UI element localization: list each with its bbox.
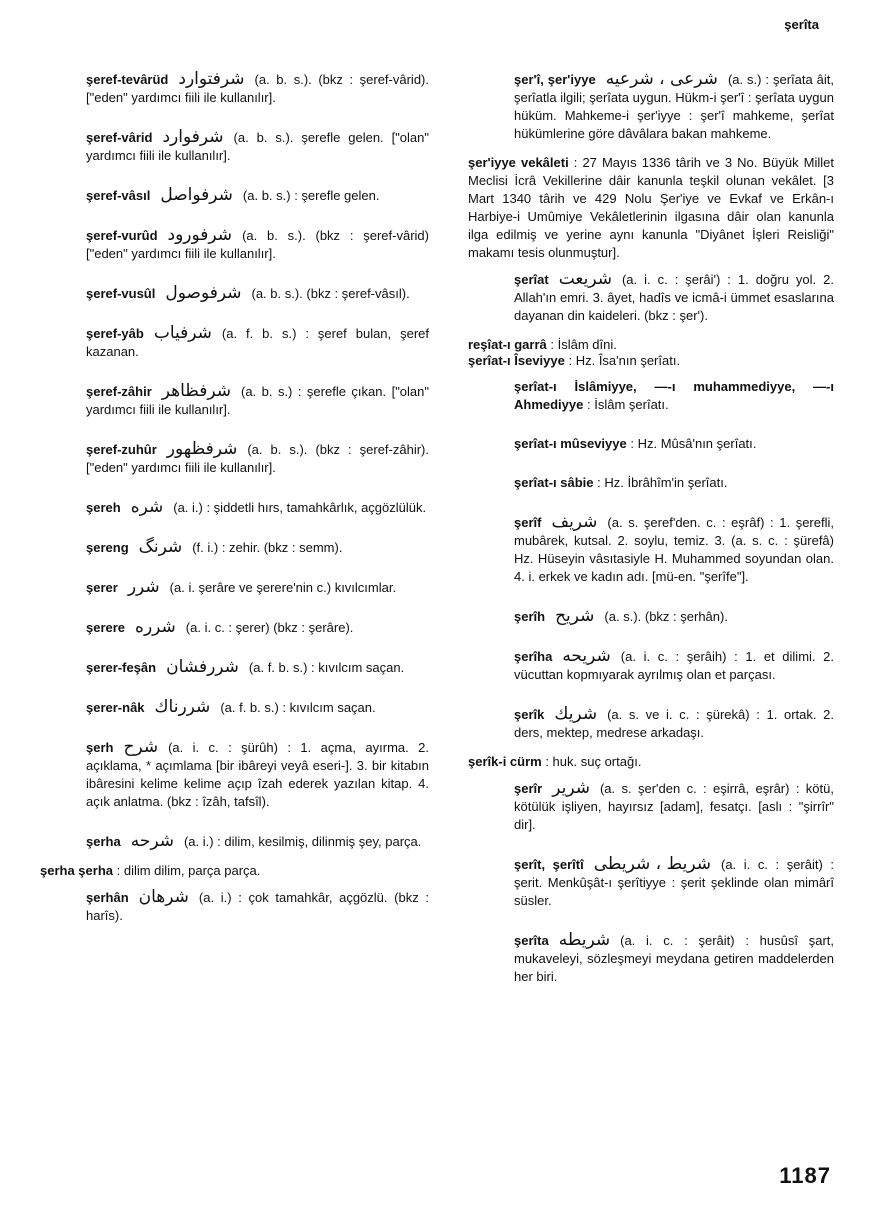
- arabic-script: شريعت: [558, 269, 612, 289]
- dictionary-entry: [24, 832, 429, 851]
- definition: (f. i.) : zehir. (bkz : semm).: [192, 540, 343, 555]
- definition: (a. i. c. : şürûh) : 1. açma, ayırma. 2. açıklama, * açımlama [bir ibâreyi veyâ eseri-]. 3. bir kitabın ibâresini kelime kelime açıp îzah ederek yazılan kitap. 4. açık anlatma. (bkz : îzâh, tafsîl).: [86, 740, 429, 809]
- dictionary-entry: [24, 658, 429, 677]
- dictionary-entry: [24, 498, 429, 517]
- headword: reşîat-ı garrâ: [468, 337, 547, 352]
- headword: şerîha: [514, 649, 553, 664]
- headword: şerîta: [514, 933, 549, 948]
- headword: şer'î, şer'iyye: [514, 72, 596, 87]
- arabic-script: شرنگ: [138, 537, 183, 557]
- headword: şereh: [86, 500, 121, 515]
- dictionary-entry: [452, 378, 834, 414]
- dictionary-entry: [24, 698, 429, 717]
- dictionary-entry: [452, 931, 834, 986]
- definition: (a. b. s.). (bkz : şeref-vârid). ["eden" yardımcı fiili ile kullanılır].: [86, 72, 429, 105]
- definition: : Hz. Îsa'nın şerîatı.: [568, 353, 681, 368]
- arabic-script: شررفشان: [166, 657, 239, 677]
- headword: şeref-vârid: [86, 130, 153, 145]
- dictionary-entry: [24, 888, 429, 925]
- definition: (a. i.) : dilim, kesilmiş, dilinmiş şey, parça.: [183, 834, 422, 849]
- dictionary-entry: [452, 70, 834, 143]
- definition: (a. b. s.). (bkz : şeref-vâsıl).: [251, 286, 410, 301]
- arabic-script: شرفياب: [153, 323, 212, 343]
- definition: (a. s. ve i. c. : şürekâ) : 1. ortak. 2. ders, mektep, medrese arkadaşı.: [514, 707, 834, 740]
- arabic-script: شرعى ، شرعيه: [605, 69, 718, 89]
- subentry: [452, 753, 834, 771]
- definition: (a. s.). (bkz : şerhân).: [604, 609, 728, 624]
- dictionary-entry: [452, 513, 834, 586]
- headword: şerha: [86, 834, 121, 849]
- dictionary-entry: [24, 382, 429, 419]
- headword: şerîat-ı mûseviyye: [514, 436, 627, 451]
- arabic-script: شرفظاهر: [161, 381, 231, 401]
- arabic-script: شره: [130, 497, 164, 517]
- arabic-script: شريك: [554, 704, 598, 724]
- dictionary-entry: [452, 474, 834, 492]
- definition: : Hz. Mûsâ'nın şerîatı.: [630, 436, 757, 451]
- headword: şerîr: [514, 781, 543, 796]
- arabic-script: شرفتوارد: [178, 69, 245, 89]
- dictionary-entry: [24, 70, 429, 107]
- headword: şerer-feşân: [86, 660, 157, 675]
- arabic-script: شرره: [135, 617, 176, 637]
- arabic-script: شرحه: [130, 831, 174, 851]
- subentry: [452, 154, 834, 262]
- running-head: şerîta: [784, 17, 819, 32]
- arabic-script: شررناك: [154, 697, 211, 717]
- definition: (a. s.) : şerîata âit, şerîatla ilgili; şerîata uygun. Hükm-i şer'î : şerîata uygun hüküm. Mahkeme-i şer'iyye : şer'î mahkeme, şerîat hükümlerine göre dâvâlara bakan mahkeme.: [514, 72, 834, 141]
- subentry: [452, 352, 834, 370]
- arabic-script: شرفوارد: [162, 127, 224, 147]
- headword: şer'iyye vekâleti: [468, 155, 569, 170]
- dictionary-entry: [452, 647, 834, 684]
- headword: şerîh: [514, 609, 546, 624]
- headword: şeref-vâsıl: [86, 188, 151, 203]
- headword: şerhân: [86, 890, 129, 905]
- arabic-script: شرفواصل: [160, 185, 233, 205]
- dictionary-entry: [24, 618, 429, 637]
- arabic-script: شرفظهور: [166, 439, 238, 459]
- headword: şerîf: [514, 515, 542, 530]
- dictionary-entry: [452, 607, 834, 626]
- definition: (a. b. s.). (bkz : şeref-zâhir). ["eden" yardımcı fiili ile kullanılır].: [86, 442, 429, 475]
- arabic-script: شرفورود: [167, 225, 233, 245]
- definition: (a. f. b. s.) : şeref bulan, şeref kazanan.: [86, 326, 429, 359]
- subentry: [24, 862, 429, 880]
- headword: şerîat-ı sâbie: [514, 475, 594, 490]
- dictionary-entry: [24, 440, 429, 477]
- definition: : İslâm şerîatı.: [587, 397, 669, 412]
- headword: şereng: [86, 540, 129, 555]
- definition: (a. b. s.). (bkz : şeref-vârid) ["eden" yardımcı fiili ile kullanılır].: [86, 228, 429, 261]
- dictionary-entry: [24, 128, 429, 165]
- arabic-script: شريح: [555, 606, 595, 626]
- definition: : İslâm dîni.: [550, 337, 617, 352]
- dictionary-entry: [452, 705, 834, 742]
- definition: : Hz. İbrâhîm'in şerîatı.: [597, 475, 728, 490]
- arabic-script: شرفوصول: [165, 283, 242, 303]
- definition: (a. s. şeref'den. c. : eşrâf) : 1. şerefli, mubârek, kutsal. 2. soylu, temiz. 3. (a. s. c. : şürefâ) Hz. Hüseyin vâsıtasiyle H. Muhammed soyundan olan. 4. i. erkek ve kadın adı. [mü-en. "şerîfe"].: [514, 515, 834, 584]
- page-number: 1187: [779, 1163, 831, 1188]
- arabic-script: شريط ، شريطى: [593, 854, 711, 874]
- headword: şerît, şerîtî: [514, 857, 584, 872]
- dictionary-entry: [452, 270, 834, 325]
- definition: : huk. suç ortağı.: [545, 754, 642, 769]
- definition: (a. i.) : çok tamahkâr, açgözlü. (bkz : harîs).: [86, 890, 429, 923]
- headword: şerer-nâk: [86, 700, 145, 715]
- headword: şeref-tevârüd: [86, 72, 169, 87]
- dictionary-entry: [24, 578, 429, 597]
- dictionary-entry: [24, 738, 429, 811]
- dictionary-entry: [24, 186, 429, 205]
- definition: : dilim dilim, parça parça.: [116, 863, 261, 878]
- arabic-script: شريطه: [558, 930, 611, 950]
- definition: (a. f. b. s.) : kıvılcım saçan.: [248, 660, 405, 675]
- definition: (a. b. s.). şerefle gelen. ["olan" yardımcı fiili ile kullanılır].: [86, 130, 429, 163]
- headword: şeref-zuhûr: [86, 442, 157, 457]
- arabic-script: شرير: [552, 778, 590, 798]
- definition: (a. i. c. : şerâi') : 1. doğru yol. 2. Allah'ın emri. 3. âyet, hadîs ve icmâ-i ümmet esaslarına dayanan din kaideleri. (bkz : şer').: [514, 272, 834, 323]
- headword: şerîat: [514, 272, 549, 287]
- definition: (a. i. c. : şerâih) : 1. et dilimi. 2. vücuttan kopmıyarak ayrılmış olan et parçası.: [514, 649, 834, 682]
- headword: şerîk-i cürm: [468, 754, 542, 769]
- dictionary-entry: [452, 779, 834, 834]
- dictionary-entry: [24, 226, 429, 263]
- headword: şeref-vusûl: [86, 286, 156, 301]
- headword: şerer: [86, 580, 118, 595]
- arabic-script: شريحه: [562, 646, 611, 666]
- arabic-script: شريف: [551, 512, 598, 532]
- dictionary-entry: [24, 284, 429, 303]
- definition: (a. i. c. : şerer) (bkz : şerâre).: [185, 620, 354, 635]
- dictionary-entry: [24, 538, 429, 557]
- dictionary-entry: [24, 324, 429, 361]
- headword: şeref-yâb: [86, 326, 144, 341]
- left-column: [24, 70, 429, 946]
- definition: (a. i.) : şiddetli hırs, tamahkârlık, açgözlülük.: [173, 500, 427, 515]
- definition: (a. f. b. s.) : kıvılcım saçan.: [220, 700, 376, 715]
- headword: şerha şerha: [40, 863, 113, 878]
- headword: şerîat-ı Îseviyye: [468, 353, 565, 368]
- dictionary-entry: [452, 855, 834, 910]
- definition: (a. s. şer'den c. : eşirrâ, eşrâr) : kötü, kötülük işliyen, hayırsız [adam], fesatçı. [aslı : "şirrîr" dir].: [514, 781, 834, 832]
- right-column: [452, 70, 834, 1007]
- headword: şerh: [86, 740, 114, 755]
- arabic-script: شرهان: [138, 887, 189, 907]
- headword: şerere: [86, 620, 126, 635]
- definition: (a. i. c. : şerâit) : husûsî şart, mukaveleyi, sözleşmeyi meydana getiren maddelerden her biri.: [514, 933, 834, 984]
- definition: (a. i. c. : şerâit) : şerit. Menkûşât-ı şerîtiyye : şerit şeklinde olan mimârî süsler.: [514, 857, 835, 908]
- definition: (a. b. s.) : şerefle gelen.: [242, 188, 380, 203]
- headword: şeref-zâhir: [86, 384, 152, 399]
- dictionary-entry: [452, 435, 834, 453]
- definition: : 27 Mayıs 1336 târih ve 3 No. Büyük Millet Meclisi İcrâ Vekillerine dâir kanunla teşkil olunan vekâlet. [3 Mart 1340 târih ve 429 Nolu Şer'iye ve Evkaf ve Erkân-ı Harbiye-i Umûmiye Vekâletlerinin ilgasına dâir olan kanunla ilga edilmiş ve yerine aynı kanunla "Diyânet İşleri Reisliği" makamı tesis olunmuştur].: [468, 155, 834, 260]
- definition: (a. i. şerâre ve şerere'nin c.) kıvılcımlar.: [169, 580, 397, 595]
- headword: şerîk: [514, 707, 545, 722]
- arabic-script: شرر: [127, 577, 160, 597]
- definition: (a. b. s.) : şerefle çıkan. ["olan" yardımcı fiili ile kullanılır].: [86, 384, 429, 417]
- arabic-script: شرح: [123, 737, 159, 757]
- headword: şeref-vurûd: [86, 228, 158, 243]
- headword: şerîat-ı İslâmiyye, —-ı muhammediyye, —-ı Ahmediyye: [514, 379, 834, 412]
